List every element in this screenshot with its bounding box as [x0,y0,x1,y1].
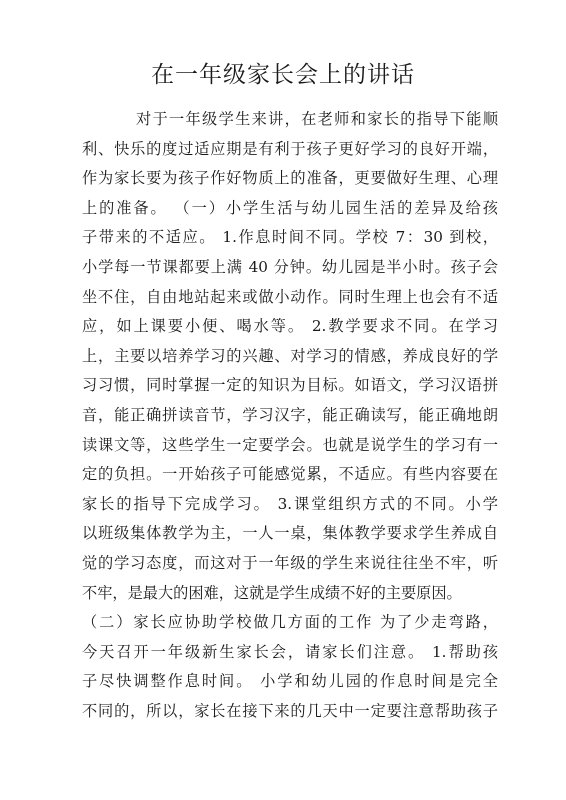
paragraph-line: 音，能正确拼读音节，学习汉字，能正确读写，能正确地朗 [82,405,498,424]
document-title: 在一年级家长会上的讲话 [151,62,415,88]
paragraph-line: 觉的学习态度，而这对于一年级的学生来说往往坐不牢，听 [82,553,498,572]
paragraph-line: 应，如上课要小便、喝水等。 2.教学要求不同。在学习 [82,317,498,336]
paragraph-line: 家长的指导下完成学习。 3.课堂组织方式的不同。小学 [82,494,498,513]
paragraph-line: 习习惯，同时掌握一定的知识为目标。如语文，学习汉语拼 [82,376,498,395]
paragraph-line: 坐不住，自由地站起来或做小动作。同时生理上也会有不适 [82,287,498,306]
paragraph-line: 读课文等，这些学生一定要学会。也就是说学生的学习有一 [82,435,498,454]
paragraph-line: 作为家长要为孩子作好物质上的准备，更要做好生理、心理 [82,169,498,188]
document-body [82,105,498,726]
paragraph-line: 上，主要以培养学习的兴趣、对学习的情感，养成良好的学 [82,346,498,365]
paragraph-line: 子尽快调整作息时间。 小学和幼儿园的作息时间是完全 [82,672,498,691]
paragraph-line: 今天召开一年级新生家长会，请家长们注意。 1.帮助孩 [82,642,498,661]
paragraph-line: 定的负担。一开始孩子可能感觉累，不适应。有些内容要在 [82,465,498,484]
paragraph-line: 小学每一节课都要上满 40 分钟。幼儿园是半小时。孩子会 [82,257,498,276]
paragraph-line: 利、快乐的度过适应期是有利于孩子更好学习的良好开端， [82,139,498,158]
paragraph-line: 不同的，所以，家长在接下来的几天中一定要注意帮助孩子 [82,701,498,720]
paragraph-line: 以班级集体教学为主，一人一桌，集体教学要求学生养成自 [82,524,498,543]
paragraph-line: 子带来的不适应。 1.作息时间不同。学校 7：30 到校， [82,228,498,247]
paragraph-line: 上的准备。 （一）小学生活与幼儿园生活的差异及给孩 [82,198,498,217]
paragraph-line: 对于一年级学生来讲，在老师和家长的指导下能顺 [136,110,498,128]
paragraph-line: 不牢，是最大的困难，这就是学生成绩不好的主要原因。 [82,583,462,602]
paragraph-line: （二）家长应协助学校做几方面的工作 为了少走弯路， [82,613,498,632]
